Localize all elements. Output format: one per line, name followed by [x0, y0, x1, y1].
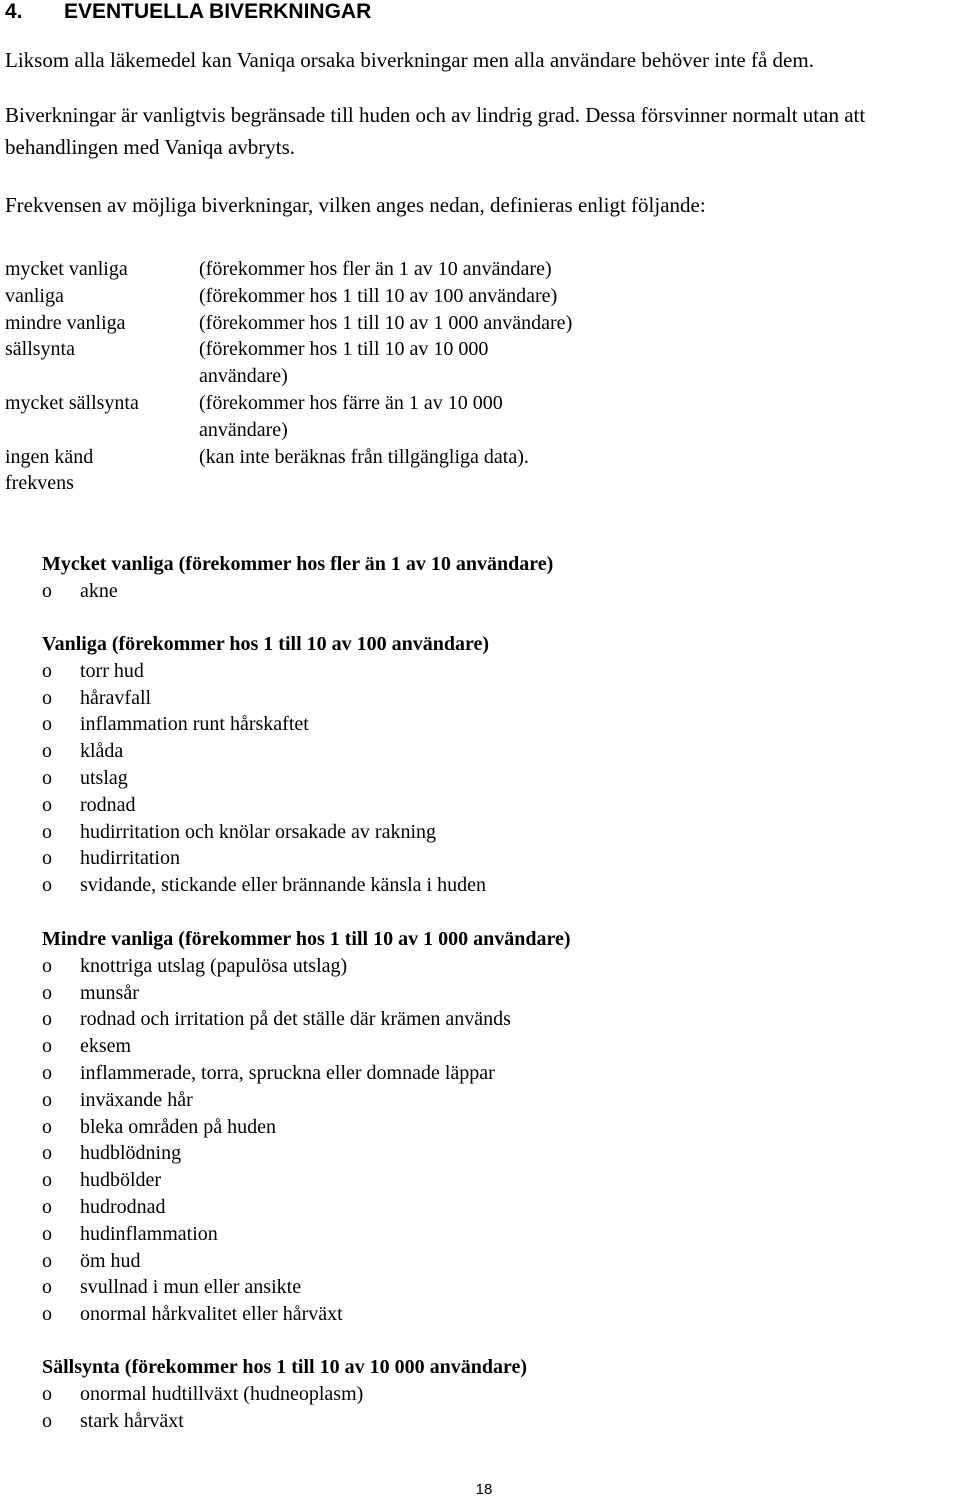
side-effect-text: hudrodnad	[80, 1195, 166, 1218]
bullet-marker: o	[42, 1088, 52, 1111]
frequency-term: ingen känd frekvens	[5, 445, 94, 495]
frequency-term: sällsynta	[5, 338, 75, 361]
side-effect-text: inflammation runt hårskaftet	[80, 713, 309, 736]
side-effect-item	[42, 1381, 527, 1408]
side-effect-item	[42, 792, 489, 819]
side-effect-item	[42, 1114, 571, 1141]
bullet-marker: o	[42, 1303, 52, 1326]
section-frequency-title: Mycket vanliga (förekommer hos fler än 1 av 10 användare)	[42, 553, 554, 575]
side-effect-text: svidande, stickande eller brännande känsla i huden	[80, 874, 486, 897]
bullet-marker: o	[42, 1115, 52, 1138]
bullet-marker: o	[42, 686, 52, 709]
side-effect-item	[42, 738, 489, 765]
section-very-common	[42, 551, 553, 605]
side-effect-item	[42, 1301, 571, 1328]
frequency-description: (kan inte beräknas från tillgängliga data).	[199, 445, 529, 468]
side-effect-text: svullnad i mun eller ansikte	[80, 1276, 302, 1299]
side-effect-item	[42, 1194, 571, 1221]
side-effect-text: hudblödning	[80, 1142, 182, 1165]
side-effect-list	[42, 1381, 527, 1435]
section-rare	[42, 1354, 527, 1434]
side-effect-item	[42, 1167, 571, 1194]
section-uncommon	[42, 926, 571, 1328]
frequency-description: (förekommer hos fler än 1 av 10 användare)	[199, 258, 552, 280]
side-effect-item	[42, 872, 489, 899]
frequency-row	[5, 390, 665, 444]
limitation-paragraph: Biverkningar är vanligtvis begränsade till huden och av lindrig grad. Dessa försvinner normalt utan att behandlingen med Vaniqa avbryts.	[5, 103, 866, 159]
bullet-marker: o	[42, 740, 52, 763]
side-effect-item	[42, 1274, 571, 1301]
bullet-marker: o	[42, 1142, 52, 1165]
side-effect-text: utslag	[80, 766, 128, 789]
side-effect-text: hudbölder	[80, 1169, 162, 1192]
frequency-row	[5, 310, 665, 337]
frequency-definition-table	[5, 256, 665, 497]
bullet-marker: o	[42, 1276, 52, 1299]
frequency-description: (förekommer hos 1 till 10 av 10 000 användare)	[199, 338, 489, 388]
section-frequency-title: Vanliga (förekommer hos 1 till 10 av 100 användare)	[42, 633, 490, 655]
side-effect-text: håravfall	[80, 686, 152, 709]
side-effect-text: inväxande hår	[80, 1088, 193, 1111]
bullet-marker: o	[42, 874, 52, 897]
frequency-description: (förekommer hos 1 till 10 av 1 000 användare)	[199, 311, 573, 334]
frequency-row	[5, 336, 665, 390]
side-effect-item	[42, 1221, 571, 1248]
bullet-marker: o	[42, 1035, 52, 1058]
side-effect-item	[42, 845, 489, 872]
bullet-marker: o	[42, 1222, 52, 1245]
frequency-term: mycket sällsynta	[5, 391, 139, 414]
side-effect-text: stark hårväxt	[80, 1409, 184, 1432]
side-effect-item	[42, 1060, 571, 1087]
frequency-description: (förekommer hos färre än 1 av 10 000 användare)	[199, 391, 503, 441]
side-effect-item	[42, 1006, 571, 1033]
section-frequency-title: Mindre vanliga (förekommer hos 1 till 10 av 1 000 användare)	[42, 928, 571, 950]
side-effect-list	[42, 578, 553, 605]
section-number: 4.	[5, 0, 23, 23]
page-number: 18	[475, 1481, 493, 1498]
side-effect-text: hudirritation	[80, 847, 180, 870]
side-effect-text: hudinflammation	[80, 1222, 218, 1245]
side-effect-text: hudirritation och knölar orsakade av rakning	[80, 820, 436, 843]
side-effect-item	[42, 685, 489, 712]
frequency-row	[5, 444, 665, 498]
side-effect-text: knottriga utslag (papulösa utslag)	[80, 954, 348, 977]
frequency-term: mycket vanliga	[5, 258, 128, 280]
intro-paragraph: Liksom alla läkemedel kan Vaniqa orsaka biverkningar men alla användare behöver inte få dem.	[5, 48, 814, 72]
side-effect-item	[42, 1248, 571, 1275]
side-effect-item	[42, 1408, 527, 1435]
side-effect-item	[42, 711, 489, 738]
side-effect-text: akne	[80, 579, 118, 602]
bullet-marker: o	[42, 1061, 52, 1084]
side-effect-text: inflammerade, torra, spruckna eller domnade läppar	[80, 1061, 495, 1084]
frequency-row	[5, 283, 665, 310]
side-effect-text: öm hud	[80, 1249, 141, 1272]
bullet-marker: o	[42, 766, 52, 789]
side-effect-item	[42, 1033, 571, 1060]
side-effect-text: rodnad	[80, 793, 136, 816]
side-effect-list	[42, 953, 571, 1328]
bullet-marker: o	[42, 1008, 52, 1031]
side-effect-item	[42, 953, 571, 980]
side-effect-list	[42, 658, 489, 899]
frequency-intro-paragraph: Frekvensen av möjliga biverkningar, vilken anges nedan, definieras enligt följande:	[5, 193, 706, 217]
bullet-marker: o	[42, 713, 52, 736]
side-effect-text: bleka områden på huden	[80, 1115, 277, 1138]
bullet-marker: o	[42, 1195, 52, 1218]
side-effect-text: onormal hårkvalitet eller hårväxt	[80, 1303, 343, 1326]
side-effect-text: onormal hudtillväxt (hudneoplasm)	[80, 1382, 364, 1405]
section-frequency-title: Sällsynta (förekommer hos 1 till 10 av 10 000 användare)	[42, 1356, 528, 1378]
side-effect-item	[42, 578, 553, 605]
section-common	[42, 631, 489, 899]
side-effect-text: torr hud	[80, 659, 144, 682]
bullet-marker: o	[42, 1169, 52, 1192]
side-effect-item	[42, 980, 571, 1007]
side-effect-item	[42, 819, 489, 846]
bullet-marker: o	[42, 820, 52, 843]
side-effect-item	[42, 1140, 571, 1167]
bullet-marker: o	[42, 659, 52, 682]
bullet-marker: o	[42, 954, 52, 977]
bullet-marker: o	[42, 579, 52, 602]
bullet-marker: o	[42, 1382, 52, 1405]
side-effect-item	[42, 658, 489, 685]
frequency-description: (förekommer hos 1 till 10 av 100 användare)	[199, 284, 558, 307]
bullet-marker: o	[42, 847, 52, 870]
side-effect-text: eksem	[80, 1035, 132, 1058]
side-effect-text: rodnad och irritation på det ställe där krämen används	[80, 1008, 511, 1031]
side-effect-item	[42, 1087, 571, 1114]
section-title: EVENTUELLA BIVERKNINGAR	[64, 0, 372, 23]
frequency-term: mindre vanliga	[5, 311, 126, 334]
side-effect-text: klåda	[80, 740, 124, 763]
side-effect-item	[42, 765, 489, 792]
section-heading	[5, 0, 371, 24]
side-effect-text: munsår	[80, 981, 139, 1004]
bullet-marker: o	[42, 1249, 52, 1272]
frequency-row	[5, 256, 665, 283]
bullet-marker: o	[42, 1409, 52, 1432]
bullet-marker: o	[42, 981, 52, 1004]
bullet-marker: o	[42, 793, 52, 816]
frequency-term: vanliga	[5, 284, 64, 307]
